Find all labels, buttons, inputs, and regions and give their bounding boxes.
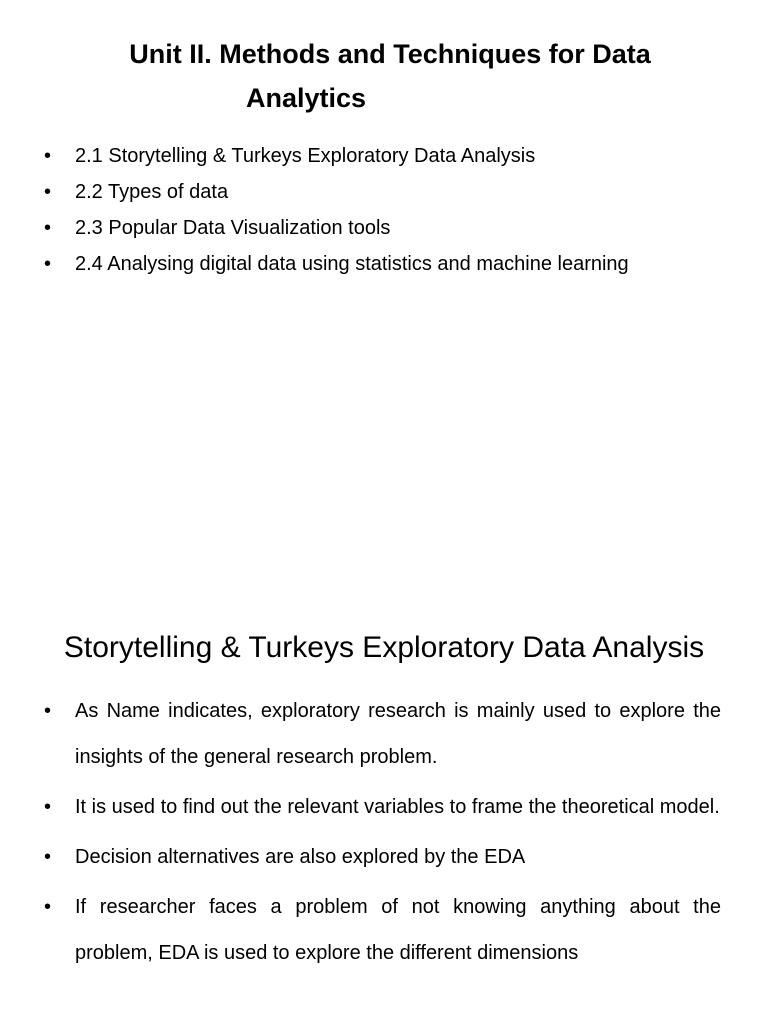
bullet-icon: • [44,217,52,239]
content-item [44,834,721,880]
topic-text: 2.2 Types of data [75,181,229,203]
content-list [44,688,721,980]
bullet-icon: • [44,253,52,275]
topic-list [44,138,744,282]
content-text: If researcher faces a problem of not knowing anything about the problem, EDA is used to explore the different dimensions [75,896,721,964]
slide-title [40,32,740,120]
bullet-icon: • [44,145,52,167]
bullet-icon: • [44,181,52,203]
bullet-icon: • [44,796,52,818]
topic-item [44,174,744,210]
topic-item [44,138,744,174]
content-text: Decision alternatives are also explored by the EDA [75,846,526,868]
bullet-icon: • [44,700,52,722]
content-item [44,784,721,830]
content-item [44,884,721,976]
topic-text: 2.1 Storytelling & Turkeys Exploratory Data Analysis [75,145,536,167]
topic-item [44,246,744,282]
topic-text: 2.4 Analysing digital data using statistics and machine learning [75,253,629,275]
content-text: It is used to find out the relevant variables to frame the theoretical model. [75,796,720,818]
content-text: As Name indicates, exploratory research is mainly used to explore the insights of the general research problem. [75,700,721,768]
slide-eda [0,512,768,1024]
bullet-icon: • [44,846,52,868]
content-item [44,688,721,780]
slide-title-line-1: Unit II. Methods and Techniques for Data [129,39,651,69]
slide-title-line-2: Analytics [246,83,367,113]
slide-title: Storytelling & Turkeys Exploratory Data Analysis [63,631,705,664]
topic-text: 2.3 Popular Data Visualization tools [75,217,391,239]
topic-item [44,210,744,246]
bullet-icon: • [44,896,52,918]
